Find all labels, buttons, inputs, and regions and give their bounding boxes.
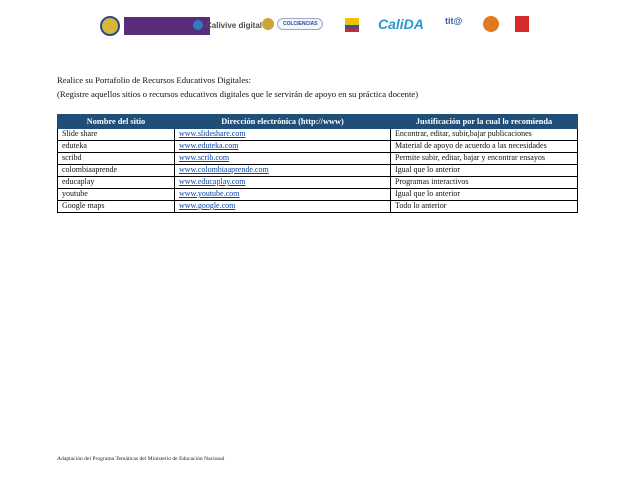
cali-logo: CaliDA: [378, 16, 424, 32]
table-row: [58, 153, 578, 165]
site-name-cell: youtube: [58, 189, 175, 201]
justification-cell: Permite subir, editar, bajar y encontrar ensayos: [391, 153, 578, 165]
tit-logo: tit@: [445, 16, 463, 26]
url-link[interactable]: www.scrib.com: [175, 153, 391, 165]
resources-table: [57, 114, 578, 213]
site-name-cell: Google maps: [58, 201, 175, 213]
justification-cell: Todo lo anterior: [391, 201, 578, 213]
url-link[interactable]: www.eduteka.com: [175, 141, 391, 153]
table-row: [58, 129, 578, 141]
site-name-cell: colombiaaprende: [58, 165, 175, 177]
header-url: Dirección electrónica (http://www): [175, 115, 391, 129]
site-name-cell: scribd: [58, 153, 175, 165]
url-link[interactable]: www.google.com: [175, 201, 391, 213]
site-name-cell: Slide share: [58, 129, 175, 141]
instructions-title: Realice su Portafolio de Recursos Educativos Digitales:: [57, 75, 251, 85]
logo-bar: [0, 16, 638, 46]
url-link[interactable]: www.educaplay.com: [175, 177, 391, 189]
justification-cell: Material de apoyo de acuerdo a las necesidades: [391, 141, 578, 153]
red-emblem-logo: [515, 16, 529, 32]
table-row: [58, 141, 578, 153]
justification-cell: Programas interactivos: [391, 177, 578, 189]
site-name-cell: eduteka: [58, 141, 175, 153]
table-header-row: [58, 115, 578, 129]
url-link[interactable]: www.slideshare.com: [175, 129, 391, 141]
site-name-cell: educaplay: [58, 177, 175, 189]
table-row: [58, 189, 578, 201]
colciencias-logo: COLCIENCIAS: [262, 18, 323, 30]
table-row: [58, 165, 578, 177]
table-row: [58, 177, 578, 189]
instructions: [57, 73, 418, 101]
url-link[interactable]: www.colombiaaprende.com: [175, 165, 391, 177]
emblem-logo: [483, 16, 499, 32]
justification-cell: Igual que lo anterior: [391, 165, 578, 177]
shield-icon: [262, 18, 274, 30]
calivive-digital-logo: Calivive digital: [193, 20, 262, 30]
calivive-mark-icon: [193, 20, 203, 30]
justification-cell: Igual que lo anterior: [391, 189, 578, 201]
cali-flag-logo: [345, 16, 359, 34]
instructions-subtitle: (Registre aquellos sitios o recursos educativos digitales que le servirán de apoyo en su práctica docente): [57, 89, 419, 99]
seal-icon: [100, 16, 120, 36]
justification-cell: Encontrar, editar, subir,bajar publicaciones: [391, 129, 578, 141]
header-justification: Justificación por la cual lo recomienda: [391, 115, 578, 129]
footer-note: Adaptación del Programa Temáticas del Ministerio de Educación Nacional: [57, 456, 225, 462]
url-link[interactable]: www.youtube.com: [175, 189, 391, 201]
table-row: [58, 201, 578, 213]
header-site-name: Nombre del sitio: [58, 115, 175, 129]
